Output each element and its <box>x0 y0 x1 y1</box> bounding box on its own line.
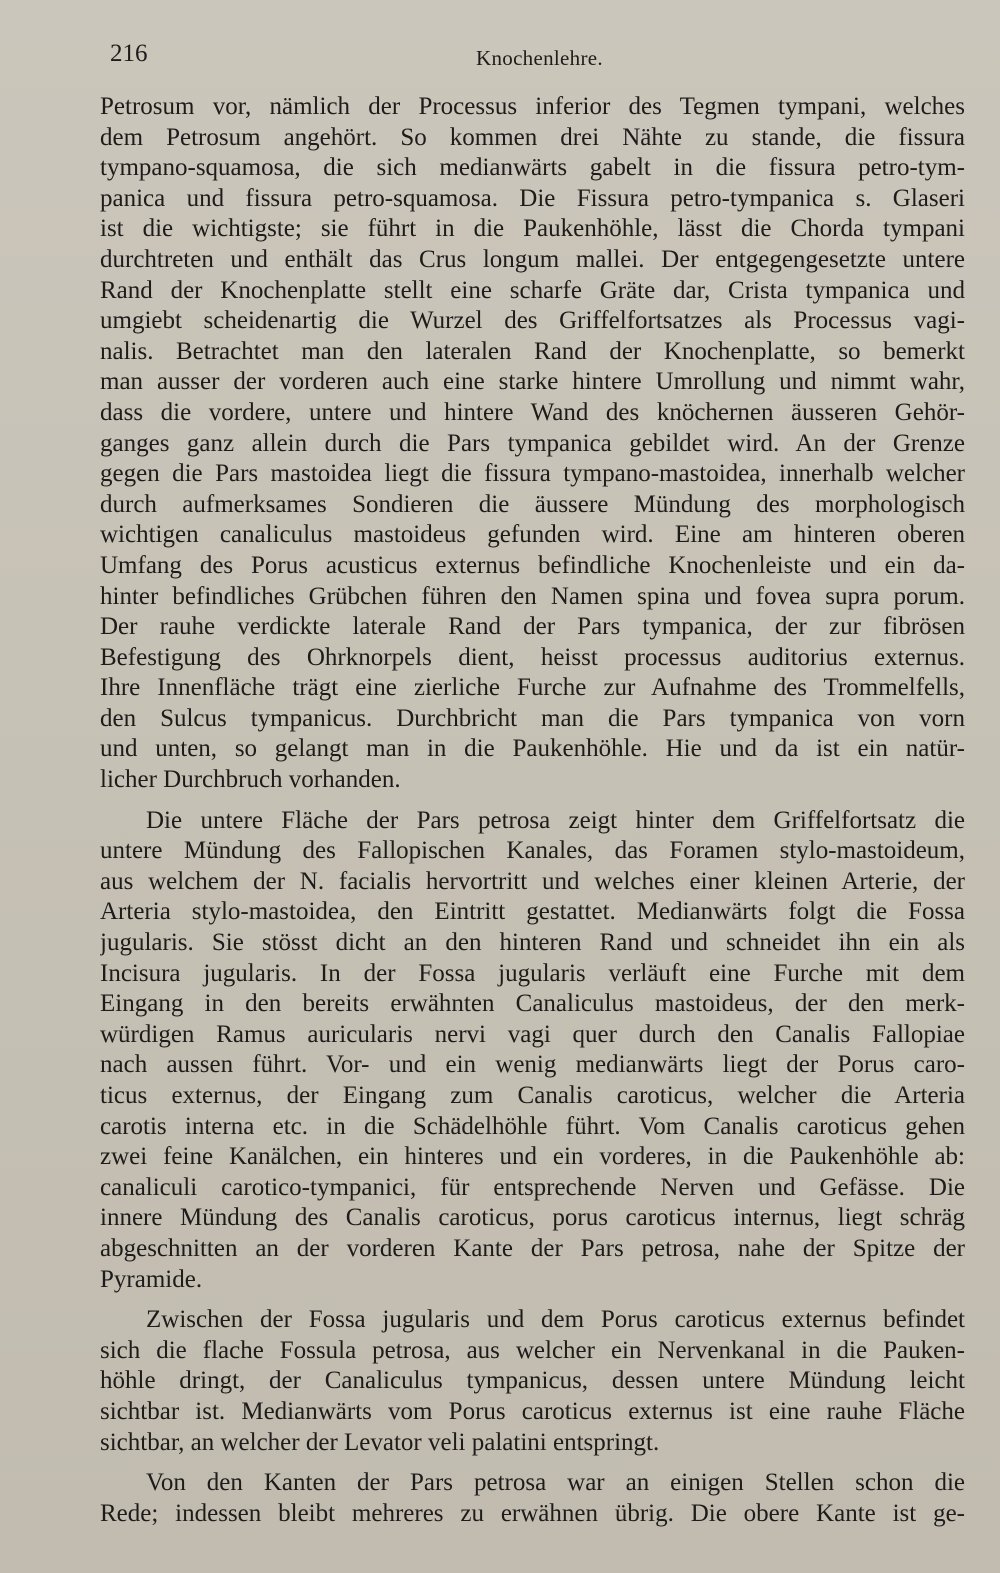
text-line: sichtbar ist. Medianwärts vom Porus caroticus externus ist eine rauhe Fläche <box>100 1397 965 1425</box>
text-line: Von den Kanten der Pars petrosa war an einigen Stellen schon die <box>146 1469 965 1497</box>
text-line: höhle dringt, der Canaliculus tympanicus, dessen untere Mündung leicht <box>100 1367 965 1395</box>
text-line: Zwischen der Fossa jugularis und dem Porus caroticus externus befindet <box>146 1306 965 1334</box>
text-line: Umfang des Porus acusticus externus befindliche Knochenleiste und ein da- <box>100 551 965 579</box>
text-line: Eingang in den bereits erwähnten Canaliculus mastoideus, der den merk- <box>100 990 965 1018</box>
text-line: wichtigen canaliculus mastoideus gefunden wird. Eine am hinteren oberen <box>100 521 965 549</box>
text-line: carotis interna etc. in die Schädelhöhle führt. Vom Canalis caroticus gehen <box>100 1112 965 1140</box>
text-line: durchtreten und enthält das Crus longum mallei. Der entgegengesetzte untere <box>100 245 965 273</box>
text-line: abgeschnitten an der vorderen Kante der Pars petrosa, nahe der Spitze der <box>100 1234 965 1262</box>
text-line: panica und fissura petro-squamosa. Die Fissura petro-tympanica s. Glaseri <box>100 184 965 212</box>
page-header <box>0 40 1000 72</box>
text-line: aus welchem der N. facialis hervortritt und welches einer kleinen Arterie, der <box>100 867 965 895</box>
text-line: Ihre Innenfläche trägt eine zierliche Furche zur Aufnahme des Trommelfells, <box>100 674 965 702</box>
text-line: tympano-squamosa, die sich medianwärts gabelt in die fissura petro-tym- <box>100 154 965 182</box>
text-line: Befestigung des Ohrknorpels dient, heisst processus auditorius externus. <box>100 643 965 671</box>
text-line: würdigen Ramus auricularis nervi vagi quer durch den Canalis Fallopiae <box>100 1020 965 1048</box>
running-title: Knochenlehre. <box>476 46 603 70</box>
text-line: gegen die Pars mastoidea liegt die fissura tympano-mastoidea, innerhalb welcher <box>100 460 965 488</box>
text-line: hinter befindliches Grübchen führen den Namen spina und fovea supra porum. <box>100 582 965 610</box>
text-line: dem Petrosum angehört. So kommen drei Nähte zu stande, die fissura <box>100 123 965 151</box>
text-line: den Sulcus tympanicus. Durchbricht man die Pars tympanica von vorn <box>100 704 965 732</box>
text-line: zwei feine Kanälchen, ein hinteres und ein vorderes, in die Paukenhöhle ab: <box>100 1143 965 1171</box>
text-line: sichtbar, an welcher der Levator veli palatini entspringt. <box>100 1428 660 1456</box>
text-line: Arteria stylo-mastoidea, den Eintritt gestattet. Medianwärts folgt die Fossa <box>100 898 965 926</box>
text-line: untere Mündung des Fallopischen Kanales, das Foramen stylo-mastoideum, <box>100 837 965 865</box>
text-line: Incisura jugularis. In der Fossa jugularis verläuft eine Furche mit dem <box>100 959 965 987</box>
text-line: Petrosum vor, nämlich der Processus inferior des Tegmen tympani, welches <box>100 93 965 120</box>
text-line: ist die wichtigste; sie führt in die Paukenhöhle, lässt die Chorda tympani <box>100 215 965 243</box>
text-line: ganges ganz allein durch die Pars tympanica gebildet wird. An der Grenze <box>100 429 965 457</box>
paragraph <box>100 1305 965 1458</box>
page-number: 216 <box>110 40 148 67</box>
text-line: Die untere Fläche der Pars petrosa zeigt hinter dem Griffelfortsatz die <box>146 806 965 834</box>
text-line: und unten, so gelangt man in die Paukenhöhle. Hie und da ist ein natür- <box>100 735 965 763</box>
text-line: man ausser der vorderen auch eine starke hintere Umrollung und nimmt wahr, <box>100 368 965 396</box>
paragraph <box>100 1468 965 1529</box>
text-line: nalis. Betrachtet man den lateralen Rand der Knochenplatte, so bemerkt <box>100 337 965 365</box>
text-line: nach aussen führt. Vor- und ein wenig medianwärts liegt der Porus caro- <box>100 1051 965 1079</box>
text-line: licher Durchbruch vorhanden. <box>100 766 401 794</box>
paragraph-gap <box>100 1458 965 1468</box>
paragraph <box>100 92 965 796</box>
body-text <box>100 92 965 1529</box>
text-line: Rand der Knochenplatte stellt eine scharfe Gräte dar, Crista tympanica und <box>100 276 965 304</box>
text-line: Der rauhe verdickte laterale Rand der Pars tympanica, der zur fibrösen <box>100 613 965 641</box>
text-line: Rede; indessen bleibt mehreres zu erwähnen übrig. Die obere Kante ist ge- <box>100 1499 965 1527</box>
paragraph-gap <box>100 1295 965 1305</box>
text-line: durch aufmerksames Sondieren die äussere Mündung des morphologisch <box>100 490 965 518</box>
paragraph-gap <box>100 796 965 806</box>
text-line: umgiebt scheidenartig die Wurzel des Griffelfortsatzes als Processus vagi- <box>100 307 965 335</box>
text-line: jugularis. Sie stösst dicht an den hinteren Rand und schneidet ihn ein als <box>100 929 965 957</box>
paragraph <box>100 806 965 1296</box>
text-line: dass die vordere, untere und hintere Wand des knöchernen äusseren Gehör- <box>100 398 965 426</box>
text-line: innere Mündung des Canalis caroticus, porus caroticus internus, liegt schräg <box>100 1204 965 1232</box>
text-line: ticus externus, der Eingang zum Canalis caroticus, welcher die Arteria <box>100 1082 965 1109</box>
text-line: Pyramide. <box>100 1265 203 1293</box>
text-line: sich die flache Fossula petrosa, aus welcher ein Nervenkanal in die Pauken- <box>100 1336 965 1364</box>
text-line: canaliculi carotico-tympanici, für entsprechende Nerven und Gefässe. Die <box>100 1173 965 1201</box>
